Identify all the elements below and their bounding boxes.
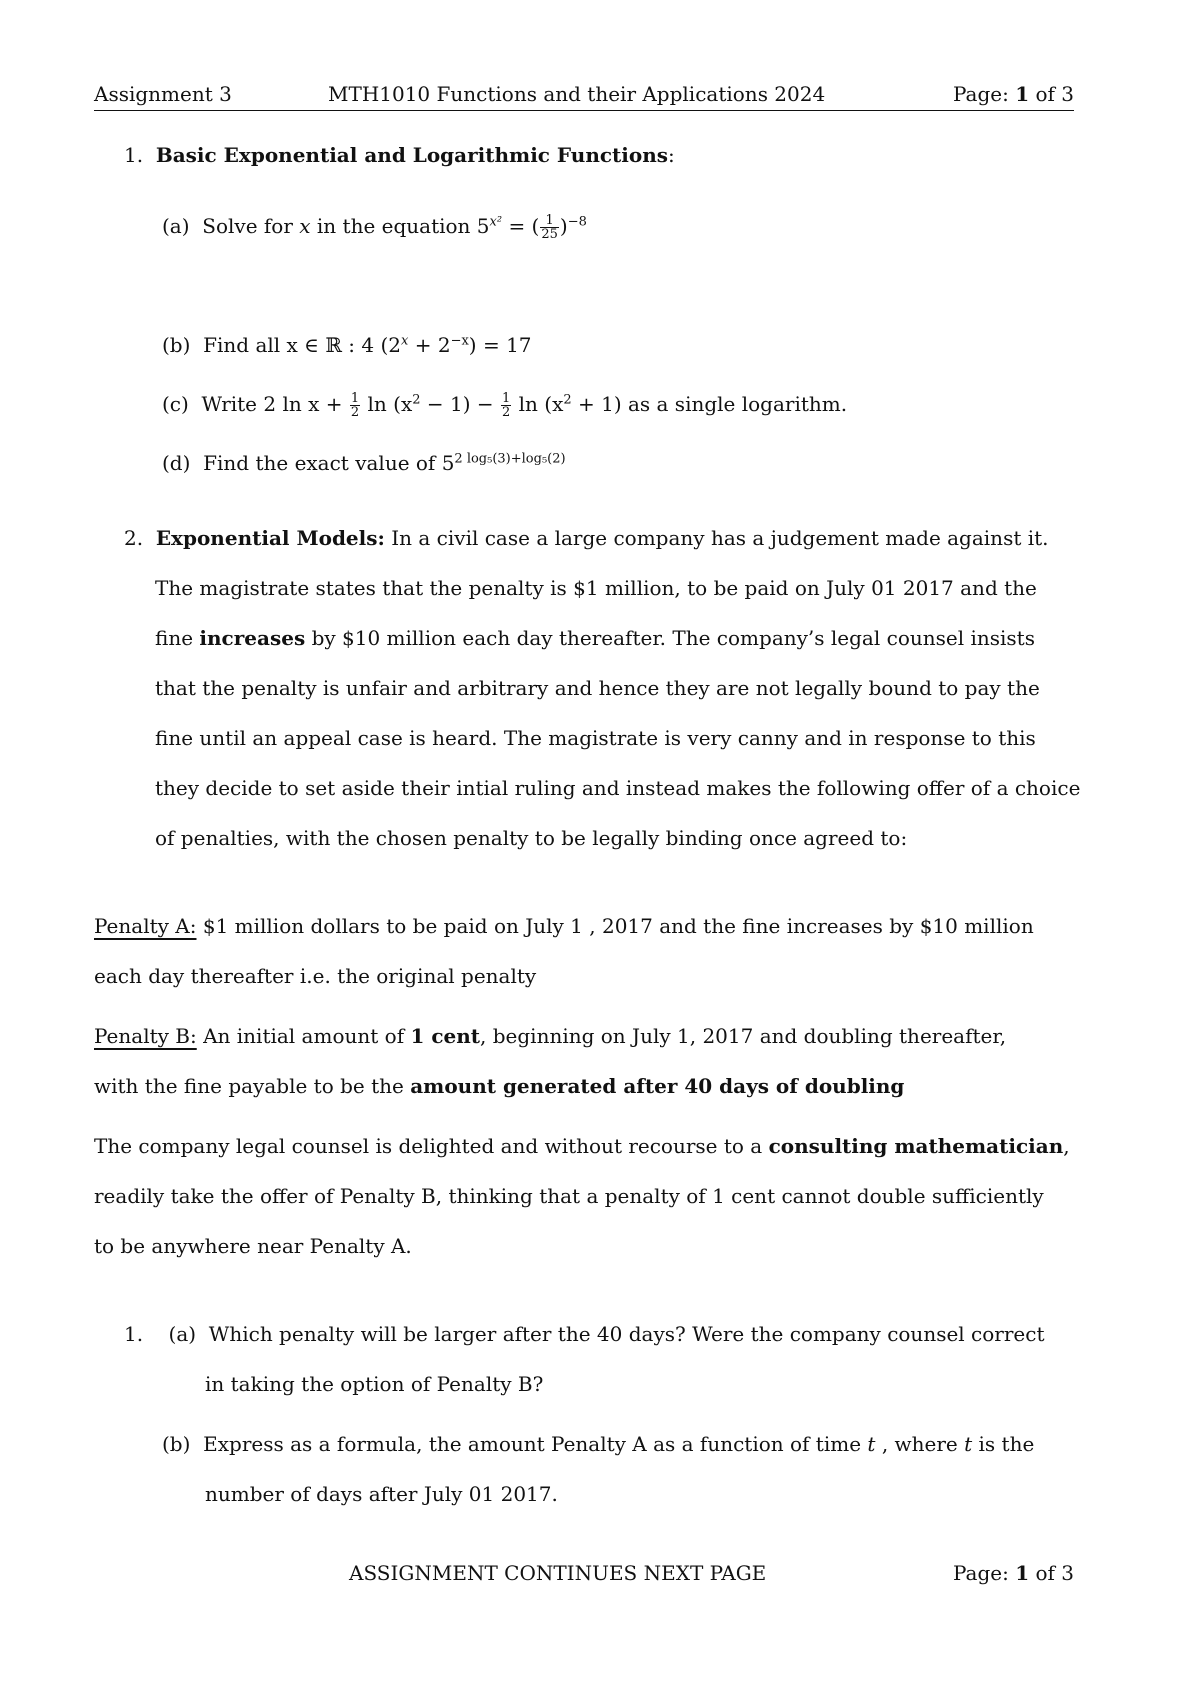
q2-line-3: fine increases by $10 million each day thereafter. The company’s legal counsel insists — [155, 626, 1035, 650]
fraction: $\frac{1}{2}$ — [501, 391, 511, 420]
q1b: (b) Find all x ∈ ℝ : 4 $(2^x + 2^{-x}) = 17$ — [162, 333, 532, 357]
penalty-a-line-1: Penalty A: $1 million dollars to be paid on July 1 , 2017 and the fine increases by $10 million — [94, 914, 1034, 938]
q2-line-6: they decide to set aside their intial ruling and instead makes the following offer of a choice — [155, 776, 1081, 800]
q1-heading: 1. Basic Exponential and Logarithmic Functions: — [124, 143, 675, 167]
course-title: MTH1010 Functions and their Applications 2024 — [328, 82, 826, 106]
q2-line-2: The magistrate states that the penalty is $1 million, to be paid on July 01 2017 and the — [155, 576, 1037, 600]
assignment-label: Assignment 3 — [94, 82, 232, 106]
sub-q-b-line-2: number of days after July 01 2017. — [205, 1482, 558, 1506]
continues-notice: ASSIGNMENT CONTINUES NEXT PAGE — [349, 1561, 767, 1585]
sub-q-b-line-1: (b) Express as a formula, the amount Penalty A as a function of time t , where t is the — [162, 1432, 1035, 1456]
penalty-b-label: Penalty B: — [94, 1024, 197, 1048]
fraction: $\frac{1}{25}$ — [541, 213, 558, 242]
q1a: (a) Solve for x in the equation $5^{x^2}$ = ( $\frac{1}{25}$ )$^{-8}$ — [162, 213, 587, 242]
penalty-a-line-2: each day thereafter i.e. the original penalty — [94, 964, 537, 988]
q2-line-4: that the penalty is unfair and arbitrary and hence they are not legally bound to pay the — [155, 676, 1040, 700]
q1d: (d) Find the exact value of $5^{2 log_5(3)+log_5(2)}$ — [162, 451, 566, 475]
page-header — [94, 82, 1074, 111]
page-indicator: Page: 1 of 3 — [952, 82, 1074, 106]
q1c: (c) Write 2 ln x + $\frac{1}{2}$ $\ln (x^2 - 1)$ − $\frac{1}{2}$ $\ln (x^2 + 1)$ as a single logarithm. — [162, 391, 848, 420]
q1-title: Basic Exponential and Logarithmic Functions — [155, 143, 669, 167]
q2-line-5: fine until an appeal case is heard. The magistrate is very canny and in response to this — [155, 726, 1036, 750]
page-footer — [94, 1561, 1074, 1589]
counsel-line-3: to be anywhere near Penalty A. — [94, 1234, 412, 1258]
footer-page-indicator: Page: 1 of 3 — [952, 1561, 1074, 1585]
counsel-line-1: The company legal counsel is delighted and without recourse to a consulting mathematician, — [94, 1134, 1070, 1158]
counsel-line-2: readily take the offer of Penalty B, thinking that a penalty of 1 cent cannot double sufficiently — [94, 1184, 1044, 1208]
sub-q-a-line-2: in taking the option of Penalty B? — [205, 1372, 544, 1396]
q2-line-7: of penalties, with the chosen penalty to be legally binding once agreed to: — [155, 826, 908, 850]
q2-title: Exponential Models: — [155, 526, 385, 550]
q2-line-1: 2. Exponential Models: In a civil case a large company has a judgement made against it. — [124, 526, 1049, 550]
penalty-b-line-2: with the fine payable to be the amount generated after 40 days of doubling — [94, 1074, 905, 1098]
sub-q-a-line-1: 1. (a) Which penalty will be larger after the 40 days? Were the company counsel correct — [124, 1322, 1045, 1346]
penalty-b-line-1: Penalty B: An initial amount of 1 cent, beginning on July 1, 2017 and doubling thereafter, — [94, 1024, 1007, 1048]
penalty-a-label: Penalty A: — [94, 914, 197, 938]
fraction: $\frac{1}{2}$ — [350, 391, 360, 420]
